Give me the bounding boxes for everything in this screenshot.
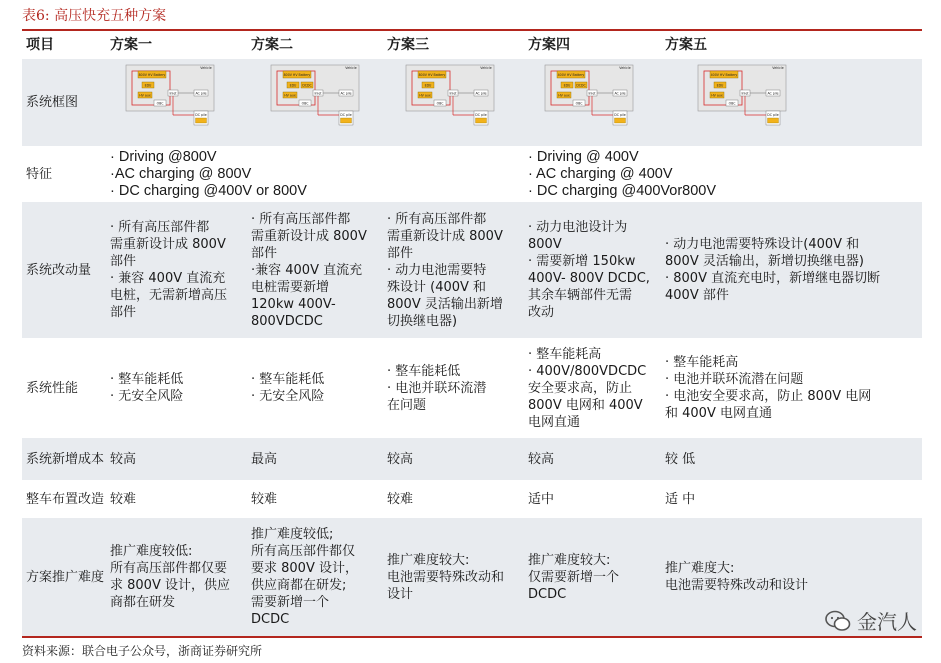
text-line: 电池需要特殊改动和设计 <box>665 578 809 593</box>
obc-label: OBC <box>436 101 444 106</box>
obc-label: OBC <box>301 101 309 106</box>
obc-label: OBC <box>156 101 164 106</box>
inlet-label: Inlet <box>314 91 322 96</box>
edu-label: EDU <box>563 83 571 88</box>
ac-pile-label: AC pile <box>475 91 487 96</box>
wechat-icon <box>825 610 851 632</box>
dcdc-label: DCDC <box>302 83 312 88</box>
dc-pile-inner <box>615 118 626 123</box>
feature-line: · Driving @800V <box>110 148 217 165</box>
text-line: 商都在研发 <box>110 595 176 610</box>
text-line: 求 800V 设计，供应 <box>110 578 230 593</box>
hv-aux-label: HV aux <box>419 93 431 98</box>
change-plan-2 <box>251 202 387 338</box>
text-line: · 无安全风险 <box>110 389 184 404</box>
vehicle-label: Vehicle <box>772 66 784 70</box>
inlet-label: Inlet <box>588 91 596 96</box>
layout-plan-4: 适中 <box>528 491 555 507</box>
source-note: 资料来源：联合电子公众号，浙商证券研究所 <box>22 644 263 658</box>
ac-pile-label: AC pile <box>340 91 352 96</box>
text-line: 800VDCDC <box>251 313 323 329</box>
row-feature <box>22 146 922 202</box>
text-line: 推广难度较低: <box>110 544 193 559</box>
text-line: · 所有高压部件都 <box>387 211 487 227</box>
battery-label: 800V HV Battery <box>418 73 446 77</box>
layout-plan-1: 较难 <box>110 491 137 507</box>
text-line: 其余车辆部件无需 <box>528 288 633 303</box>
watermark <box>825 606 917 635</box>
header-plan-1: 方案一 <box>110 36 152 53</box>
vehicle-label: Vehicle <box>619 66 631 70</box>
text-line: 推广难度较大: <box>528 552 611 568</box>
system-diagram-plan-3 <box>388 63 510 129</box>
label-system-performance: 系统性能 <box>26 380 79 396</box>
battery-label: 800V HV Battery <box>138 73 166 77</box>
text-line: 部件 <box>251 245 278 261</box>
text-line: 部件 <box>387 245 414 261</box>
header-plan-3: 方案三 <box>387 36 429 53</box>
header-item: 项目 <box>26 36 54 53</box>
layout-plan-3: 较难 <box>387 491 414 507</box>
text-line: 推广难度较大: <box>387 552 470 568</box>
text-line: 所有高压部件都仅要 <box>110 561 228 576</box>
battery-label: 400V HV Battery <box>557 73 585 77</box>
change-plan-1 <box>110 202 250 338</box>
text-line: · 电池并联环流潜在问题 <box>665 372 804 387</box>
text-line: 800V 灵活输出新增 <box>387 296 503 312</box>
text-line: · 动力电池需要特殊设计(400V 和 <box>665 237 860 252</box>
label-vehicle-layout: 整车布置改造 <box>26 491 105 507</box>
dc-pile-label: DC pile <box>195 113 207 117</box>
row-system-performance <box>22 338 922 438</box>
hv-aux-label: HV aux <box>711 93 723 98</box>
cost-plan-1: 较高 <box>110 451 137 467</box>
text-line: 需重新设计成 800V <box>251 228 367 244</box>
text-line: · 400V/800VDCDC <box>528 363 647 379</box>
layout-plan-5: 适 中 <box>665 491 696 507</box>
text-line: 和 400V 电网直通 <box>665 406 772 421</box>
table-title: 表6: 高压快充五种方案 <box>22 8 167 24</box>
text-line: · 整车能耗低 <box>110 372 184 387</box>
ac-pile-label: AC pile <box>614 91 626 96</box>
cost-plan-4: 较高 <box>528 451 555 467</box>
dcdc-label: DCDC <box>576 83 586 88</box>
text-line: 安全要求高，防止 <box>528 380 633 396</box>
text-line: 800V 电网和 400V <box>528 397 643 413</box>
text-line: DCDC <box>251 612 290 627</box>
inlet-label: Inlet <box>741 91 749 96</box>
text-line: 需要新增一个 <box>251 595 330 610</box>
text-line: DCDC <box>528 586 567 602</box>
text-line: · 整车能耗高 <box>528 346 602 362</box>
header-plan-5: 方案五 <box>665 36 707 53</box>
header-row <box>22 31 922 59</box>
text-line: 800V <box>528 237 562 252</box>
text-line: · 需要新增 150kw <box>528 254 636 269</box>
text-line: · 所有高压部件都 <box>251 211 351 227</box>
hv-aux-label: HV aux <box>284 93 296 98</box>
text-line: 电桩，无需新增高压 <box>110 288 228 303</box>
performance-plan-4 <box>528 338 664 438</box>
text-line: · 800V 直流充电时，新增继电器切断 <box>665 271 881 286</box>
row-system-diagram <box>22 59 922 146</box>
text-line: · 动力电池需要特 <box>387 262 487 278</box>
hv-aux-label: HV aux <box>558 93 570 98</box>
dc-pile-inner <box>476 118 487 123</box>
feature-800v-block <box>110 146 410 202</box>
text-line: 电桩需要新增 <box>251 279 330 295</box>
performance-plan-5 <box>665 338 920 438</box>
text-line: · 电池安全要求高，防止 800V 电网 <box>665 389 872 404</box>
text-line: 改动 <box>528 305 555 320</box>
dc-pile-label: DC pile <box>767 113 779 117</box>
hv-aux-label: HV aux <box>139 93 151 98</box>
vehicle-label: Vehicle <box>200 66 212 70</box>
text-line: 120kw 400V- <box>251 296 336 312</box>
feature-line: ·AC charging @ 800V <box>110 165 252 182</box>
promotion-plan-4 <box>528 518 664 636</box>
text-line: 推广难度较低; <box>251 527 334 542</box>
promotion-plan-1 <box>110 518 250 636</box>
battery-label: 800V HV Battery <box>283 73 311 77</box>
text-line: · 所有高压部件都 <box>110 220 210 235</box>
text-line: 仅需要新增一个 <box>528 569 620 585</box>
system-diagram-plan-4 <box>527 63 649 129</box>
feature-line: · Driving @ 400V <box>528 148 639 165</box>
text-line: 电池需要特殊改动和 <box>387 569 505 585</box>
text-line: 需重新设计成 800V <box>110 237 226 252</box>
header-plan-2: 方案二 <box>251 36 293 53</box>
edu-label: EDU <box>289 83 297 88</box>
label-system-change: 系统改动量 <box>26 262 92 278</box>
change-plan-3 <box>387 202 527 338</box>
promotion-plan-2 <box>251 518 387 636</box>
change-plan-5 <box>665 202 920 338</box>
vehicle-label: Vehicle <box>480 66 492 70</box>
text-line: · 整车能耗低 <box>251 372 325 387</box>
cost-plan-3: 较高 <box>387 451 414 467</box>
vehicle-label: Vehicle <box>345 66 357 70</box>
text-line: 所有高压部件都仅 <box>251 544 356 559</box>
text-line: 部件 <box>110 254 137 269</box>
obc-label: OBC <box>575 101 583 106</box>
system-diagram-plan-1 <box>108 63 230 129</box>
text-line: 殊设计 (400V 和 <box>387 279 487 295</box>
dc-pile-label: DC pile <box>340 113 352 117</box>
feature-line: · DC charging @400V or 800V <box>110 182 307 199</box>
dc-pile-inner <box>768 118 779 123</box>
text-line: · 无安全风险 <box>251 389 325 404</box>
text-line: 推广难度大: <box>665 561 735 576</box>
text-line: 需重新设计成 800V <box>387 228 503 244</box>
label-feature: 特征 <box>26 166 53 182</box>
dc-pile-inner <box>341 118 352 123</box>
promotion-plan-3 <box>387 518 527 636</box>
text-line: · 动力电池设计为 <box>528 220 628 235</box>
text-line: 在问题 <box>387 397 427 413</box>
edu-label: EDU <box>424 83 432 88</box>
inlet-label: Inlet <box>169 91 177 96</box>
header-plan-4: 方案四 <box>528 36 570 53</box>
battery-label: 400V HV Battery <box>710 73 738 77</box>
inlet-label: Inlet <box>449 91 457 96</box>
dc-pile-label: DC pile <box>475 113 487 117</box>
row-system-change <box>22 202 922 338</box>
row-vehicle-layout <box>22 480 922 518</box>
feature-400v-block <box>528 146 828 202</box>
text-line: 供应商都在研发; <box>251 578 347 593</box>
feature-line: · DC charging @400Vor800V <box>528 182 717 199</box>
label-system-cost: 系统新增成本 <box>26 451 105 467</box>
text-line: · 电池并联环流潜 <box>387 380 487 396</box>
text-line: 400V- 800V DCDC, <box>528 271 650 286</box>
ac-pile-label: AC pile <box>767 91 779 96</box>
edu-label: EDU <box>144 83 152 88</box>
edu-label: EDU <box>716 83 724 88</box>
text-line: 电网直通 <box>528 414 581 430</box>
ac-pile-label: AC pile <box>195 91 207 96</box>
cost-plan-5: 较 低 <box>665 451 696 467</box>
system-diagram-plan-2 <box>253 63 375 129</box>
text-line: 部件 <box>110 305 137 320</box>
bottom-rule <box>22 636 922 638</box>
watermark-text: 金汽人 <box>857 610 917 634</box>
text-line: · 整车能耗低 <box>387 363 461 379</box>
row-promotion-difficulty <box>22 518 922 636</box>
text-line: 800V 灵活输出，新增切换继电器) <box>665 254 864 269</box>
cost-plan-2: 最高 <box>251 451 278 467</box>
text-line: 400V 部件 <box>665 288 729 303</box>
text-line: · 兼容 400V 直流充 <box>110 271 226 286</box>
layout-plan-2: 较难 <box>251 491 278 507</box>
text-line: ·兼容 400V 直流充 <box>251 262 363 278</box>
performance-plan-1 <box>110 338 250 438</box>
obc-label: OBC <box>728 101 736 106</box>
label-system-diagram: 系统框图 <box>26 95 79 110</box>
dc-pile-inner <box>196 118 207 123</box>
text-line: 要求 800V 设计， <box>251 561 358 576</box>
text-line: · 整车能耗高 <box>665 355 739 370</box>
performance-plan-3 <box>387 338 527 438</box>
performance-plan-2 <box>251 338 387 438</box>
dc-pile-label: DC pile <box>614 113 626 117</box>
row-system-cost <box>22 438 922 480</box>
system-diagram-plan-5 <box>680 63 802 129</box>
label-promotion-difficulty: 方案推广难度 <box>26 569 105 585</box>
feature-line: · AC charging @ 400V <box>528 165 673 182</box>
text-line: 切换继电器) <box>387 313 458 329</box>
text-line: 设计 <box>387 586 414 602</box>
change-plan-4 <box>528 202 664 338</box>
